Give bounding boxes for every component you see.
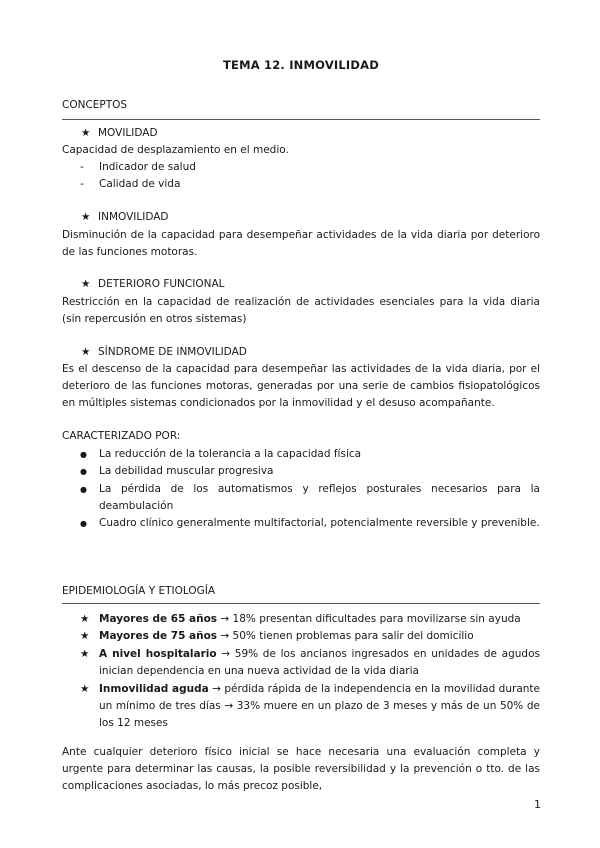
dash-icon: - xyxy=(80,178,84,190)
document-page xyxy=(62,0,540,848)
star-icon: ★ xyxy=(80,613,90,625)
epidemiologia-list xyxy=(80,611,540,733)
bullet-icon: ● xyxy=(80,484,87,494)
star-icon: ★ xyxy=(80,682,90,695)
list-item: ★ Mayores de 65 años → 18% presentan dificultades para movilizarse sin ayuda xyxy=(80,611,540,628)
section-divider xyxy=(62,119,540,120)
concept-deterioro-funcional xyxy=(81,278,224,290)
section-heading-epidemiologia: EPIDEMIOLOGÍA Y ETIOLOGÍA xyxy=(62,585,216,597)
star-icon: ★ xyxy=(81,211,91,223)
list-item: ★ Inmovilidad aguda → pérdida rápida de la independencia en la movilidad durante un mínimo de tres días → 33% muere en un plazo de 3 meses y más de un 50% de los 12 meses xyxy=(80,681,540,733)
closing-paragraph: Ante cualquier deterioro físico inicial se hace necesaria una evaluación completa y urgente para determinar las causas, la posible reversibilidad y la prevención o tto. de las complicaciones asociadas, lo más precoz posible, xyxy=(62,746,540,792)
list-item: ★ Mayores de 75 años → 50% tienen problemas para salir del domicilio xyxy=(80,628,540,645)
concept-definition: Disminución de la capacidad para desempeñar actividades de la vida diaria por deterioro de las funciones motoras. xyxy=(62,229,540,258)
list-item: ● La debilidad muscular progresiva xyxy=(80,463,540,480)
concept-label: MOVILIDAD xyxy=(98,127,158,139)
concept-definition: Capacidad de desplazamiento en el medio. xyxy=(62,144,289,156)
section-heading-conceptos: CONCEPTOS xyxy=(62,99,128,111)
dash-icon: - xyxy=(80,161,84,173)
caracterizado-list xyxy=(80,446,540,532)
star-icon: ★ xyxy=(81,278,91,290)
star-icon: ★ xyxy=(80,647,90,660)
concept-inmovilidad xyxy=(81,211,169,223)
concept-movilidad xyxy=(81,127,158,139)
list-item: ● La reducción de la tolerancia a la capacidad física xyxy=(80,446,540,463)
section-divider xyxy=(62,603,540,604)
list-item: ● La pérdida de los automatismos y reflejos posturales necesarios para la deambulación xyxy=(80,481,540,516)
list-item: ★ A nivel hospitalario → 59% de los ancianos ingresados en unidades de agudos inician dependencia en una nueva actividad de la vida diaria xyxy=(80,646,540,681)
star-icon: ★ xyxy=(81,127,91,139)
list-item: - Calidad de vida xyxy=(80,176,196,193)
list-item: - Indicador de salud xyxy=(80,159,196,176)
concept-label: SÍNDROME DE INMOVILIDAD xyxy=(98,346,247,358)
page-number: 1 xyxy=(534,798,541,811)
star-icon: ★ xyxy=(81,346,91,358)
star-icon: ★ xyxy=(80,630,90,643)
concept-definition: Es el descenso de la capacidad para desempeñar las actividades de la vida diaria, por el deterioro de las funciones motoras, generadas por una serie de cambios fisiopatológicos en múltiples sistemas condicionados por la inmovilidad y el desuso acompañante. xyxy=(62,363,540,409)
concept-sindrome-inmovilidad xyxy=(81,346,247,358)
caracterizado-heading: CARACTERIZADO POR: xyxy=(62,430,181,442)
concept-label: INMOVILIDAD xyxy=(98,211,169,223)
concept-definition: Restricción en la capacidad de realización de actividades esenciales para la vida diaria (sin repercusión en otros sistemas) xyxy=(62,296,540,325)
concept-label: DETERIORO FUNCIONAL xyxy=(98,278,225,290)
bullet-icon: ● xyxy=(80,519,87,529)
movilidad-list xyxy=(80,159,196,193)
page-title: TEMA 12. INMOVILIDAD xyxy=(222,58,379,72)
bullet-icon: ● xyxy=(80,450,87,459)
bullet-icon: ● xyxy=(80,467,87,477)
list-item: ● Cuadro clínico generalmente multifactorial, potencialmente reversible y prevenible. xyxy=(80,515,540,532)
